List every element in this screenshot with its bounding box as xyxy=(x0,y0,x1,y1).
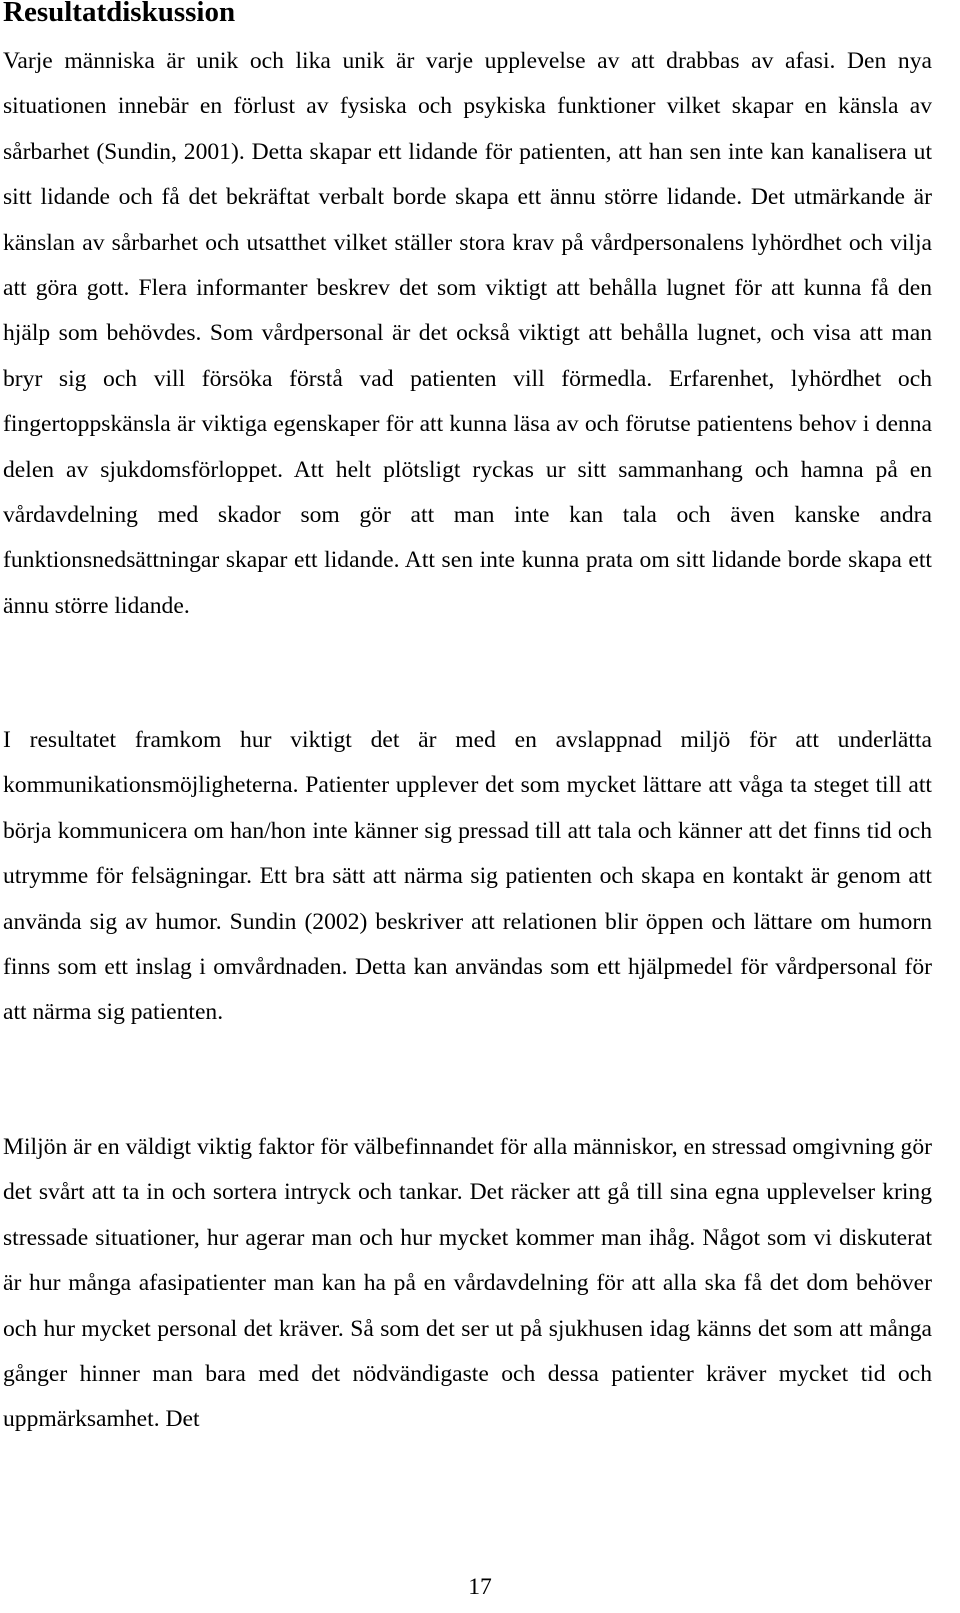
paragraph-3: Miljön är en väldigt viktig faktor för välbefinnandet för alla människor, en stressad omgivning gör det svårt att ta in och sortera intryck och tankar. Det räcker att gå till sina egna upplevelser kring stressade situationer, hur agerar man och hur mycket kommer man ihåg. Något som vi diskuterat är hur många afasipatienter man kan ha på en vårdavdelning för att alla ska få det dom behöver och hur mycket personal det kräver. Så som det ser ut på sjukhusen idag känns det som att många gånger hinner man bara med det nödvändigaste och dessa patienter kräver mycket tid och uppmärksamhet. Det xyxy=(3,1134,932,1433)
section-heading: Resultatdiskussion xyxy=(3,0,236,28)
paragraph-1: Varje människa är unik och lika unik är varje upplevelse av att drabbas av afasi. Den nya situationen innebär en förlust av fysiska och psykiska funktioner vilket skapar en känsla av sårbarhet (Sundin, 2001). Detta skapar ett lidande för patienten, att han sen inte kan kanalisera ut sitt lidande och få det bekräftat verbalt borde skapa ett ännu större lidande. Det utmärkande är känslan av sårbarhet och utsatthet vilket ställer stora krav på vårdpersonalens lyhördhet och vilja att göra gott. Flera informanter beskrev det som viktigt att behålla lugnet för att kunna få den hjälp som behövdes. Som vårdpersonal är det också viktigt att behålla lugnet, och visa att man bryr sig och vill försöka förstå vad patienten vill förmedla. Erfarenhet, lyhördhet och fingertoppskänsla är viktiga egenskaper för att kunna läsa av och förutse patientens behov i denna delen av sjukdomsförloppet. Att helt plötsligt ryckas ur sitt sammanhang och hamna på en vårdavdelning med skador som gör att man inte kan tala och även kanske andra funktionsnedsättningar skapar ett lidande. Att sen inte kunna prata om sitt lidande borde skapa ett ännu större lidande. xyxy=(3,48,932,619)
page-number: 17 xyxy=(468,1574,492,1600)
paragraph-2: I resultatet framkom hur viktigt det är med en avslappnad miljö för att underlätta kommunikationsmöjligheterna. Patienter upplever det som mycket lättare att våga ta steget till att börja kommunicera om han/hon inte känner sig pressad till att tala och känner att det finns tid och utrymme för felsägningar. Ett bra sätt att närma sig patienten och skapa en kontakt är genom att använda sig av humor. Sundin (2002) beskriver att relationen blir öppen och lättare om humorn finns som ett inslag i omvårdnaden. Detta kan användas som ett hjälpmedel för vårdpersonal för att närma sig patienten. xyxy=(3,727,932,1026)
